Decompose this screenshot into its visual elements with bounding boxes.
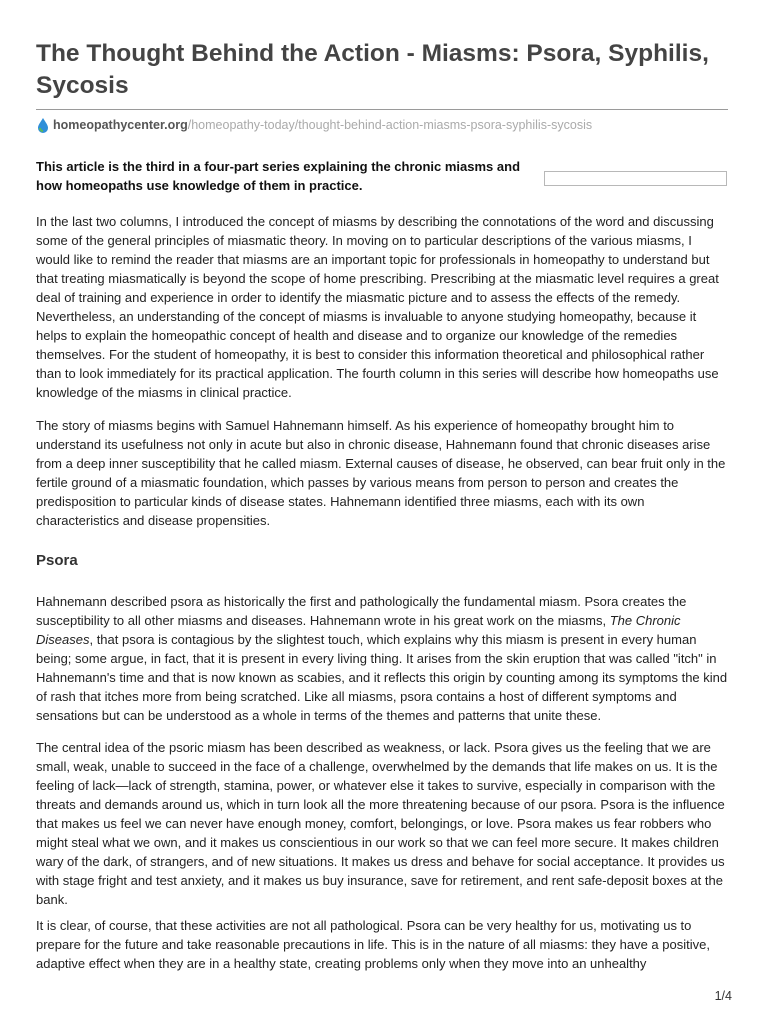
book-title: The Chronic Diseases	[36, 613, 681, 647]
source-domain[interactable]: homeopathycenter.org	[53, 118, 188, 132]
page-title: The Thought Behind the Action - Miasms: Psora, Syphilis, Sycosis	[36, 40, 709, 99]
source-path[interactable]: /homeopathy-today/thought-behind-action-miasms-psora-syphilis-sycosis	[187, 118, 593, 132]
section-heading-psora: Psora	[36, 552, 78, 569]
article-intro: This article is the third in a four-part series explaining the chronic miasms and how homeopaths use knowledge of them in practice.	[36, 159, 521, 193]
ad-placeholder-box	[544, 171, 727, 186]
paragraph-3-text-b: , that psora is contagious by the slightest touch, which explains why this miasm is present in every human being; some argue, in fact, that it is present in every living thing. It arises from the skin eruption that was called "itch" in Hahnemann's time and that is now known as scabies, and it reflects this origin by counting among its symptoms the kind of rash that itches more from being scratched. Like all miasms, psora contains a host of different symptoms and sensations but can be understood as a whole in terms of the themes and patterns that unite these.	[36, 632, 728, 723]
paragraph-4: The central idea of the psoric miasm has been described as weakness, or lack. Psora gives us the feeling that we are small, weak, unable to succeed in the face of a challenge, overwhelmed by the demands that life makes on us. It is the feeling of lack—lack of strength, stamina, power, or whatever else it takes to survive, especially in comparison with the threats and demands around us, which in turn look all the more threatening because of our psora. Psora is the influence that makes us feel we can never have enough money, comfort, belongings, or love. Psora makes us fear robbers who might steal what we own, and it makes us conscientious in our work so that we can feel more secure. It makes children wary of the dark, of strangers, and of new situations. It makes us dress and behave for social acceptance. It provides us with stage fright and test anxiety, and it makes us buy insurance, save for retirement, and rent safe-deposit boxes at the bank.	[36, 740, 725, 907]
paragraph-5: It is clear, of course, that these activities are not all pathological. Psora can be very healthy for us, motivating us to prepare for the future and take reasonable precautions in life. This is in the nature of all miasms: they have a positive, adaptive effect when they are in a healthy state, creating problems only when they move into an unhealthy	[36, 918, 710, 971]
title-divider	[36, 109, 728, 110]
source-line	[36, 116, 592, 134]
paragraph-2: The story of miasms begins with Samuel Hahnemann himself. As his experience of homeopathy brought him to understand its usefulness not only in acute but also in chronic disease, Hahnemann found that chronic diseases arise from a deep inner susceptibility that he called miasm. External causes of disease, he observed, can bear fruit only in the fertile ground of a miasmatic foundation, which passes by various means from person to person and creates the predisposition to particular kinds of disease states. Hahnemann identified three miasms, each with its own characteristics and disease propensities.	[36, 418, 726, 528]
paragraph-3	[36, 592, 728, 725]
paragraph-1: In the last two columns, I introduced the concept of miasms by describing the connotations of the word and discussing some of the general principles of miasmatic theory. In moving on to particular descriptions of the various miasms, I would like to remind the reader that miasms are an important topic for professionals in homeopathy to understand but that treating miasmatically is beyond the scope of home prescribing. Prescribing at the miasmatic level requires a great deal of training and experience in order to identify the miasmatic picture and to assess the effects of the remedy. Nevertheless, an understanding of the concept of miasms is invaluable to anyone studying homeopathy, because it helps to explain the homeopathic concept of health and disease and to organize our knowledge of the remedies themselves. For the student of homeopathy, it is best to consider this information theoretical and philosophical rather than to look immediately for its practical application. The fourth column in this series will describe how homeopaths use knowledge of the miasms in clinical practice.	[36, 214, 719, 400]
page-counter: 1/4	[714, 989, 732, 1003]
water-drop-icon	[36, 117, 50, 133]
paragraph-3-text-a: Hahnemann described psora as historically the first and pathologically the fundamental miasm. Psora creates the susceptibility to all other miasms and diseases. Hahnemann wrote in his great work on the miasms,	[36, 594, 687, 628]
